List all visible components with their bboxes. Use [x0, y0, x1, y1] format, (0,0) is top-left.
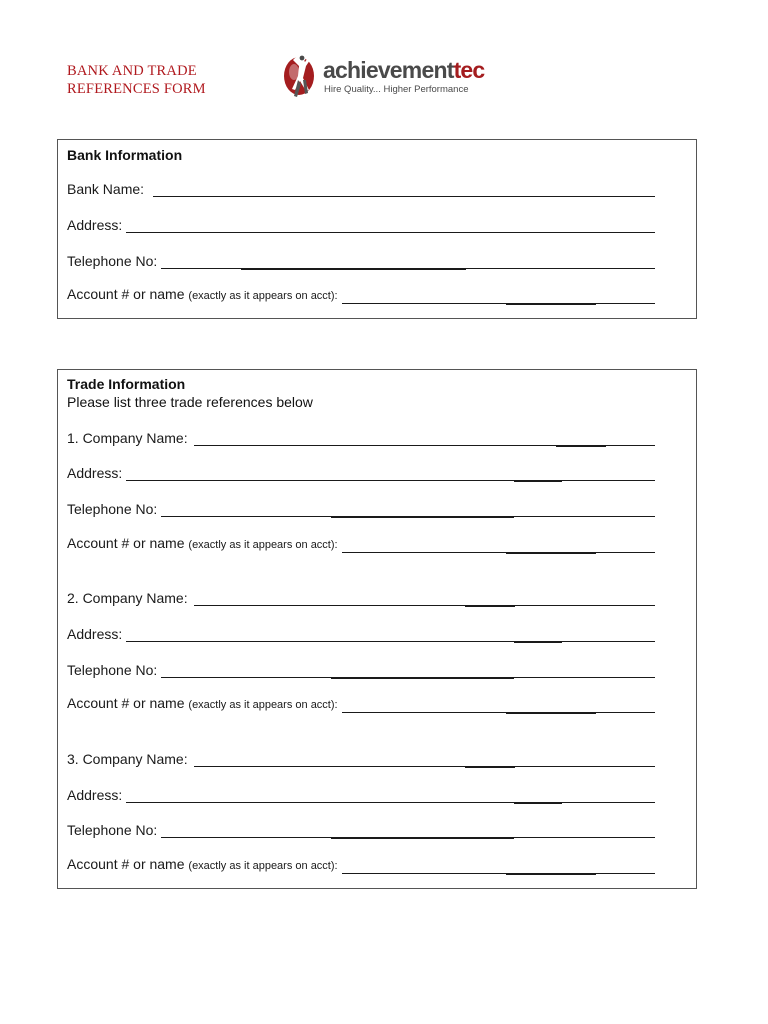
trade-3-telephone-input-line[interactable]	[161, 823, 655, 838]
company-logo	[281, 44, 491, 102]
trade-3-account-label	[67, 856, 338, 874]
trade-1-company-name-field[interactable]	[67, 428, 655, 446]
trade-3-company-name-input-line[interactable]	[194, 752, 655, 767]
bank-name-field[interactable]	[67, 179, 655, 197]
trade-1-company-name-label: 1. Company Name:	[67, 430, 188, 446]
trade-2-telephone-input-line[interactable]	[161, 663, 655, 678]
trade-1-address-label: Address:	[67, 465, 123, 481]
underline-segment	[514, 481, 562, 482]
logo-word-part-1: achievement	[323, 57, 454, 83]
form-title-line-1: BANK AND TRADE	[67, 63, 197, 79]
trade-1-address-field[interactable]	[67, 463, 655, 481]
bank-information-section	[57, 139, 697, 319]
trade-3-account-label-text: Account # or name	[67, 856, 185, 872]
bank-account-label-text: Account # or name	[67, 286, 185, 302]
trade-3-telephone-field[interactable]	[67, 820, 655, 838]
trade-3-address-input-line[interactable]	[126, 788, 655, 803]
trade-2-company-name-input-line[interactable]	[194, 591, 655, 606]
underline-segment	[556, 446, 606, 447]
underline-segment	[331, 838, 514, 839]
bank-account-label	[67, 286, 338, 304]
logo-tagline: Hire Quality... Higher Performance	[324, 84, 469, 95]
bank-account-input-line[interactable]	[342, 289, 655, 304]
underline-segment	[241, 269, 466, 270]
trade-information-section	[57, 369, 697, 889]
trade-2-telephone-label: Telephone No:	[67, 662, 158, 678]
bank-account-field[interactable]	[67, 286, 655, 304]
trade-2-account-field[interactable]	[67, 695, 655, 713]
trade-1-company-name-input-line[interactable]	[194, 431, 655, 446]
trade-3-company-name-field[interactable]	[67, 749, 655, 767]
trade-2-company-name-label: 2. Company Name:	[67, 590, 188, 606]
trade-2-account-note: (exactly as it appears on acct):	[188, 699, 338, 711]
trade-1-address-input-line[interactable]	[126, 466, 655, 481]
underline-segment	[506, 874, 596, 875]
trade-instructions: Please list three trade references below	[67, 394, 313, 410]
underline-segment	[506, 553, 596, 554]
logo-wordmark	[323, 58, 484, 82]
trade-information-heading: Trade Information	[67, 376, 186, 392]
bank-address-input-line[interactable]	[126, 218, 655, 233]
trade-1-account-label	[67, 535, 338, 553]
trade-2-telephone-field[interactable]	[67, 660, 655, 678]
trade-1-account-label-text: Account # or name	[67, 535, 185, 551]
trade-3-telephone-label: Telephone No:	[67, 822, 158, 838]
bank-address-field[interactable]	[67, 215, 655, 233]
bank-information-heading: Bank Information	[67, 147, 183, 163]
trade-1-telephone-label: Telephone No:	[67, 501, 158, 517]
bank-name-input-line[interactable]	[153, 182, 655, 197]
trade-3-address-field[interactable]	[67, 785, 655, 803]
underline-segment	[331, 678, 514, 679]
trade-3-account-note: (exactly as it appears on acct):	[188, 860, 338, 872]
bank-name-label: Bank Name:	[67, 181, 145, 197]
logo-word-part-2: tec	[453, 57, 485, 83]
achievementtec-runner-logo-icon	[281, 46, 321, 100]
trade-3-company-name-label: 3. Company Name:	[67, 751, 188, 767]
bank-account-note: (exactly as it appears on acct):	[188, 290, 338, 302]
trade-2-address-input-line[interactable]	[126, 627, 655, 642]
underline-segment	[506, 713, 596, 714]
underline-segment	[331, 517, 514, 518]
form-title-line-2: REFERENCES FORM	[67, 81, 206, 97]
underline-segment	[465, 767, 515, 768]
bank-telephone-field[interactable]	[67, 251, 655, 269]
trade-3-address-label: Address:	[67, 787, 123, 803]
trade-2-account-label-text: Account # or name	[67, 695, 185, 711]
trade-2-company-name-field[interactable]	[67, 588, 655, 606]
trade-3-account-input-line[interactable]	[342, 859, 655, 874]
underline-segment	[514, 803, 562, 804]
trade-1-account-input-line[interactable]	[342, 538, 655, 553]
trade-2-address-label: Address:	[67, 626, 123, 642]
underline-segment	[465, 606, 515, 607]
trade-1-account-note: (exactly as it appears on acct):	[188, 539, 338, 551]
trade-2-address-field[interactable]	[67, 624, 655, 642]
underline-segment	[506, 304, 596, 305]
bank-telephone-input-line[interactable]	[161, 254, 655, 269]
bank-telephone-label: Telephone No:	[67, 253, 158, 269]
trade-2-account-label	[67, 695, 338, 713]
trade-3-account-field[interactable]	[67, 856, 655, 874]
bank-address-label: Address:	[67, 217, 123, 233]
form-title	[67, 62, 206, 98]
trade-1-telephone-field[interactable]	[67, 499, 655, 517]
underline-segment	[514, 642, 562, 643]
trade-2-account-input-line[interactable]	[342, 698, 655, 713]
trade-1-account-field[interactable]	[67, 535, 655, 553]
trade-1-telephone-input-line[interactable]	[161, 502, 655, 517]
